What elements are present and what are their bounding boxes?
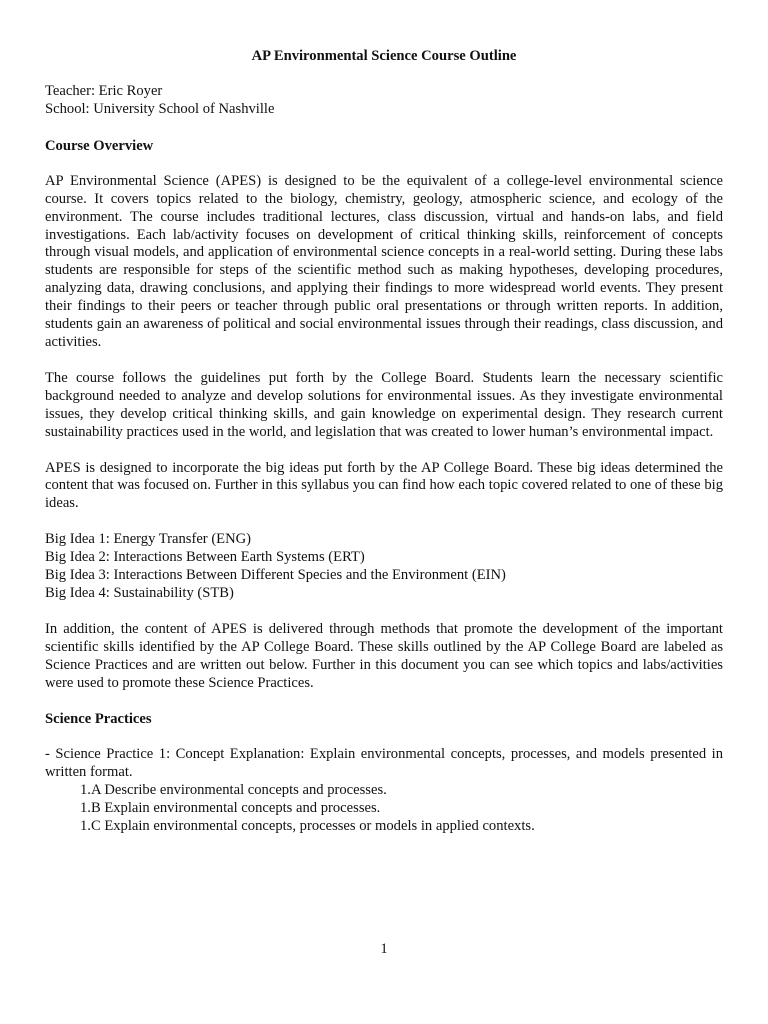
teacher-line: Teacher: Eric Royer: [45, 83, 163, 99]
practice-sub-item: 1.C Explain environmental concepts, processes or models in applied contexts.: [80, 818, 535, 835]
school-line: School: University School of Nashville: [45, 100, 275, 117]
science-practices-heading: Science Practices: [45, 711, 152, 728]
science-practice-1: - Science Practice 1: Concept Explanation: Explain environmental concepts, processes, and models presented in written format.: [45, 746, 723, 781]
big-idea-item: Big Idea 3: Interactions Between Different Species and the Environment (EIN): [45, 567, 506, 584]
overview-paragraph-1: AP Environmental Science (APES) is designed to be the equivalent of a college-level environmental science course. It covers topics related to the biology, chemistry, geology, atmospheric science, and ecology of the environment. The course includes traditional lectures, class discussion, virtual and hands-on labs, and field investigations. Each lab/activity focuses on development of critical thinking skills, reinforcement of concepts through visual models, and application of environmental science concepts in a real-world setting. During these labs students are responsible for steps of the scientific method such as making hypotheses, developing procedures, analyzing data, drawing conclusions, and applying their findings to more widespread world events. They present their findings to their peers or teacher through public oral presentations or through written reports. In addition, students gain an awareness of political and social environmental issues through their readings, class discussion, and activities.: [45, 172, 723, 350]
practice-sub-item: 1.A Describe environmental concepts and processes.: [80, 782, 387, 799]
overview-paragraph-2: The course follows the guidelines put forth by the College Board. Students learn the necessary scientific background needed to analyze and develop solutions for environmental issues. As they investigate environmental issues, they develop critical thinking skills, and gain knowledge on experimental design. They research current sustainability practices used in the world, and legislation that was created to lower human’s environmental impact.: [45, 369, 723, 440]
science-practice-1-items: [45, 782, 723, 836]
page-number: 1: [380, 941, 388, 957]
big-idea-item: Big Idea 2: Interactions Between Earth Systems (ERT): [45, 549, 365, 566]
author-info: [45, 83, 723, 119]
practice-sub-item: 1.B Explain environmental concepts and processes.: [80, 800, 381, 817]
course-overview-heading: Course Overview: [45, 137, 154, 154]
document-page: [45, 47, 723, 836]
document-title: AP Environmental Science Course Outline: [251, 48, 517, 64]
science-practices-intro-paragraph: In addition, the content of APES is delivered through methods that promote the development of the important scientific skills identified by the AP College Board. These skills outlined by the AP College Board are labeled as Science Practices and are written out below. Further in this document you can see which topics and labs/activities were used to promote these Science Practices.: [45, 620, 723, 691]
overview-paragraph-3: APES is designed to incorporate the big ideas put forth by the AP College Board. These big ideas determined the content that was focused on. Further in this syllabus you can find how each topic covered related to one of these big ideas.: [45, 459, 723, 512]
big-idea-item: Big Idea 4: Sustainability (STB): [45, 584, 234, 601]
big-ideas-list: [45, 531, 723, 603]
big-idea-item: Big Idea 1: Energy Transfer (ENG): [45, 531, 252, 548]
